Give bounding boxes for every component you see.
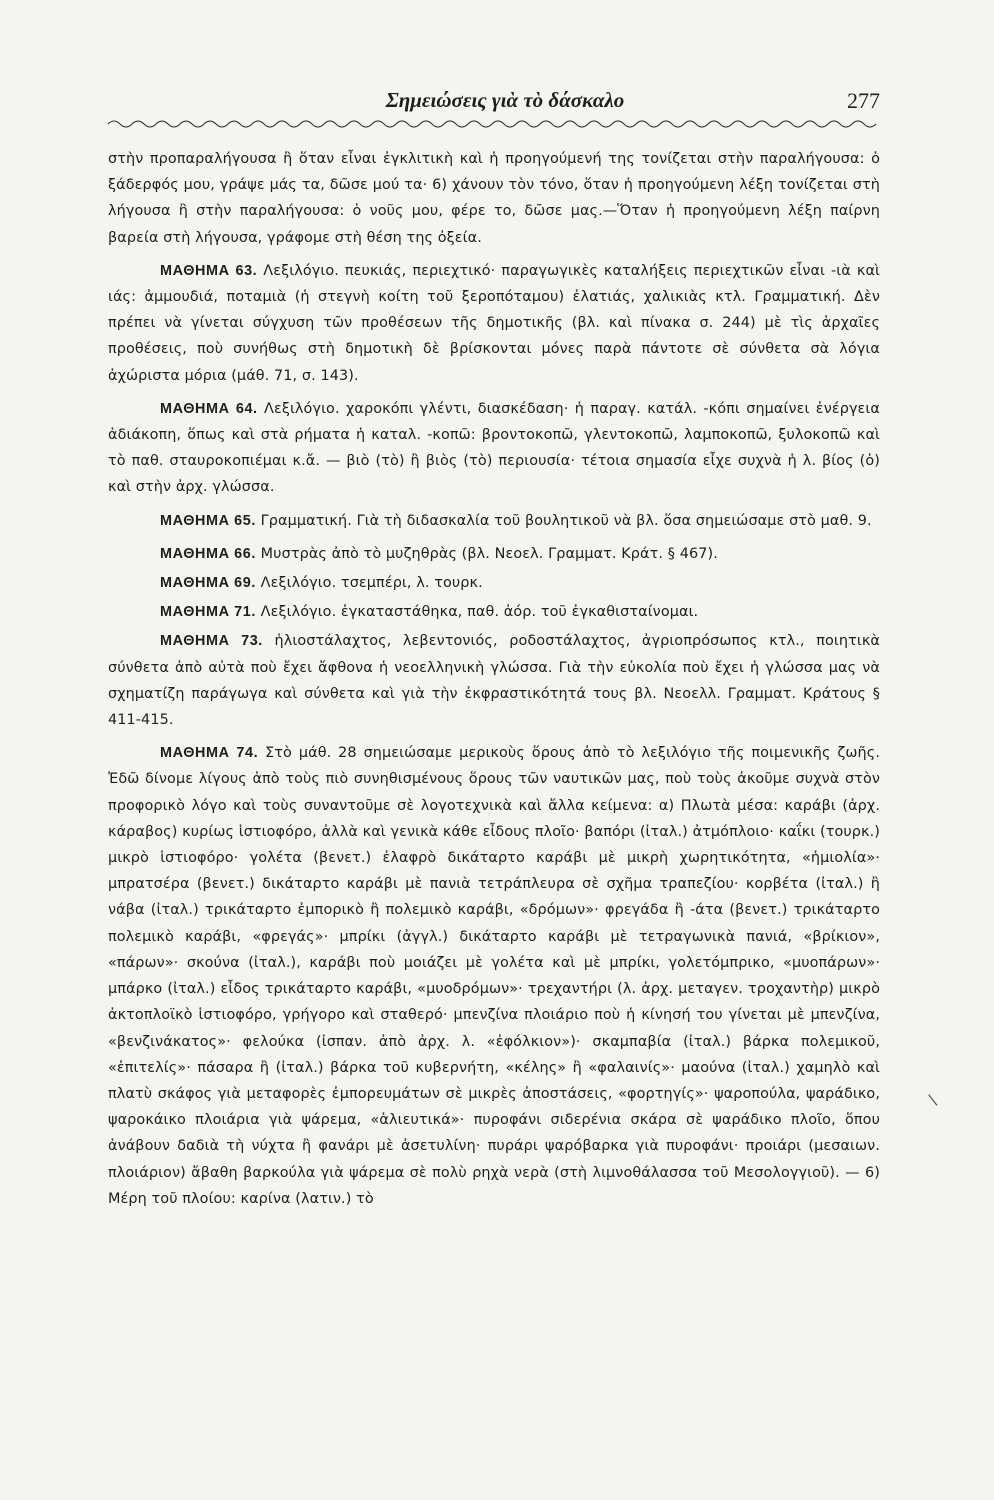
lesson-label: ΜΑΘΗΜΑ 64. bbox=[160, 400, 258, 417]
lesson-label: ΜΑΘΗΜΑ 63. bbox=[160, 262, 258, 279]
lesson-text: Γραμματική. Γιὰ τὴ διδασκαλία τοῦ βουλητικοῦ νὰ βλ. ὅσα σημειώσαμε στὸ μαθ. 9. bbox=[260, 512, 872, 529]
lesson-text: Λεξιλόγιο. τσεμπέρι, λ. τουρκ. bbox=[260, 575, 483, 592]
margin-pencil-mark: \ bbox=[926, 1089, 939, 1110]
lesson-label: ΜΑΘΗΜΑ 65. bbox=[160, 512, 256, 529]
paragraph-continuation: στὴν προπαραλήγουσα ἢ ὅταν εἶναι ἐγκλιτικὴ καὶ ἡ προηγούμενή της τονίζεται στὴν παραλήγουσα: ὁ ξάδερφός μου, γράψε μάς τα, δῶσε μού τα· 6) χάνουν τὸν τόνο, ὅταν ἡ προηγούμενη λέξη τονίζεται στὴ λήγουσα ἢ στὴν παραλήγουσα: ὁ νοῦς μου, φέρε το, δῶσε μας.—Ὅταν ἡ προηγούμενη λέξη παίρνη βαρεία στὴ λήγουσα, γράφομε στὴ θέση της ὀξεία. bbox=[108, 151, 880, 246]
lesson-69 bbox=[108, 570, 880, 596]
lesson-text: Μυστρὰς ἀπὸ τὸ μυζηθρὰς (βλ. Νεοελ. Γραμματ. Κράτ. § 467). bbox=[260, 545, 718, 562]
lesson-label: ΜΑΘΗΜΑ 69. bbox=[160, 575, 256, 592]
lesson-label: ΜΑΘΗΜΑ 73. bbox=[160, 633, 263, 650]
lesson-65 bbox=[108, 508, 880, 534]
page-number: 277 bbox=[847, 88, 880, 113]
lesson-text: Λεξιλόγιο. χαροκόπι γλέντι, διασκέδαση· ἡ παραγ. κατάλ. -κόπι σημαίνει ἐνέργεια ἀδιάκοπη, ὅπως καὶ στὰ ρήματα ἡ καταλ. -κοπῶ: βροντοκοπῶ, γλεντοκοπῶ, λαμποκοπῶ, ξυλοκοπῶ καὶ τὸ παθ. σταυροκοπιέμαι κ.ἄ. — βιὸ (τὸ) ἢ βιὸς (τὸ) περιουσία· τέτοια σημασία εἶχε συχνὰ ἡ λ. βίος (ὁ) καὶ στὴν ἀρχ. γλώσσα. bbox=[108, 400, 880, 496]
wavy-rule bbox=[108, 118, 880, 130]
lesson-66 bbox=[108, 541, 880, 567]
running-head bbox=[108, 88, 880, 118]
lesson-text: Λεξιλόγιο. ἐγκαταστάθηκα, παθ. ἀόρ. τοῦ ἐγκαθισταίνομαι. bbox=[260, 604, 699, 621]
lesson-text: Λεξιλόγιο. πευκιάς, περιεχτικό· παραγωγικὲς καταλήξεις περιεχτικῶν εἶναι -ιὰ καὶ ιάς: ἀμμουδιά, ποταμιὰ (ἡ στεγνὴ κοίτη τοῦ ξεροπόταμου) ἐλατιάς, χαλικιὰς κτλ. Γραμματική. Δὲν πρέπει νὰ γίνεται σύγχυση τῶν προθέσεων τῆς δημοτικῆς (βλ. καὶ πίνακα σ. 244) μὲ τὶς ἀρχαῖες προθέσεις, ποὺ συνήθως στὴ δημοτικὴ δὲ βρίσκονται μόνες παρὰ πάντοτε σὲ σύνθετα σὰ λόγια ἀχώριστα μόρια (μάθ. 71, σ. 143). bbox=[108, 262, 880, 384]
lesson-63 bbox=[108, 258, 880, 389]
lesson-64 bbox=[108, 396, 880, 501]
lesson-74 bbox=[108, 740, 880, 1212]
lesson-text: Στὸ μάθ. 28 σημειώσαμε μερικοὺς ὅρους ἀπὸ τὸ λεξιλόγιο τῆς ποιμενικῆς ζωῆς. Ἐδῶ δίνομε λίγους ἀπὸ τοὺς πιὸ συνηθισμένους ὅρους τῶν ναυτικῶν μας, ποὺ τοὺς ἀκοῦμε συχνὰ στὸν προφορικὸ λόγο καὶ τοὺς συναντοῦμε σὲ λογοτεχνικὰ καὶ ἄλλα κείμενα: α) Πλωτὰ μέσα: καράβι (ἀρχ. κάραβος) κυρίως ἱστιοφόρο, ἀλλὰ καὶ γενικὰ κάθε εἶδους πλοῖο· βαπόρι (ἰταλ.) ἀτμόπλοιο· καΐκι (τουρκ.) μικρὸ ἱστιοφόρο· γολέτα (βενετ.) ἐλαφρὸ δικάταρτο καράβι μὲ μικρὴ χωρητικότητα, «ἡμιολία»· μπρατσέρα (βενετ.) δικάταρτο καράβι μὲ πανιὰ τετράπλευρα σὲ σχῆμα τραπεζίου· κορβέτα (ἰταλ.) ἢ νάβα (ἰταλ.) τρικάταρτο ἐμπορικὸ ἢ πολεμικὸ καράβι, «δρόμων»· φρεγάδα ἢ -άτα (βενετ.) τρικάταρτο πολεμικὸ καράβι, «φρεγάς»· μπρίκι (ἀγγλ.) δικάταρτο καράβι μὲ τετραγωνικὰ πανιά, «βρίκιον», «πάρων»· σκούνα (ἰταλ.), καράβι ποὺ μοιάζει μὲ γολέτα καὶ μὲ μπρίκι, γολετόμπρικο, «μυοπάρων»· μπάρκο (ἰταλ.) εἶδος τρικάταρτο καράβι, «μυοδρόμων»· τρεχαντήρι (λ. ἀρχ. μεταγεν. τροχαντὴρ) μικρὸ ἀκτοπλοϊκὸ ἱστιοφόρο, γρήγορο καὶ σταθερό· μπενζίνα πλοιάριο ποὺ ἡ κίνησή του γίνεται μὲ μπενζίνα, «βενζινάκατος»· φελούκα (ἰσπαν. ἀπὸ ἀρχ. λ. «ἐφόλκιον»)· σκαμπαβία (ἰταλ.) βάρκα πολεμικοῦ, «ἐπιτελίς»· πάσαρα ἢ (ἰταλ.) βάρκα τοῦ κυβερνήτη, «κέλης» ἢ «φαλαινίς»· μαούνα (ἰταλ.) χαμηλὸ καὶ πλατὺ σκάφος γιὰ μεταφορὲς ἐμπορευμάτων σὲ μικρὲς ἀποστάσεις, «φορτηγίς»· ψαροπούλα, ψαράδικο, ψαροκάικο πλοιάρια γιὰ ψάρεμα, «ἁλιευτικά»· πυροφάνι σιδερένια σκάρα σὲ ψαράδικο πλοῖο, ὅπου ἀνάβουν δαδιὰ τὴ νύχτα ἢ φανάρι μὲ ἀσετυλίνη· πυράρι ψαρόβαρκα γιὰ πυροφάνι· προιάρι (μεσαιων. πλοιάριον) ἄβαθη βαρκούλα γιὰ ψάρεμα σὲ πολὺ ρηχὰ νερὰ (στὴ λιμνοθάλασσα τοῦ Μεσολογγιοῦ). — 6) Μέρη τοῦ πλοίου: καρίνα (λατιν.) τὸ bbox=[108, 745, 880, 1207]
lesson-71 bbox=[108, 599, 880, 625]
page-body bbox=[108, 146, 880, 1219]
lesson-label: ΜΑΘΗΜΑ 74. bbox=[160, 745, 259, 762]
lesson-label: ΜΑΘΗΜΑ 71. bbox=[160, 604, 256, 621]
lesson-label: ΜΑΘΗΜΑ 66. bbox=[160, 545, 256, 562]
running-title: Σημειώσεις γιὰ τὸ δάσκαλο bbox=[385, 88, 625, 112]
lesson-text: ἡλιοστάλαχτος, λεβεντονιός, ροδοστάλαχτος, ἀγριοπρόσωπος κτλ., ποιητικὰ σύνθετα ἀπὸ αὐτὰ ποὺ ἔχει ἄφθονα ἡ νεοελληνικὴ γλώσσα. Γιὰ τὴν εὐκολία ποὺ ἔχει ἡ γλώσσα μας νὰ σχηματίζη παράγωγα καὶ σύνθετα καὶ γιὰ τὴν ἐκφραστικότητά τους βλ. Νεοελλ. Γραμματ. Κράτους § 411-415. bbox=[108, 633, 880, 729]
lesson-73 bbox=[108, 628, 880, 733]
